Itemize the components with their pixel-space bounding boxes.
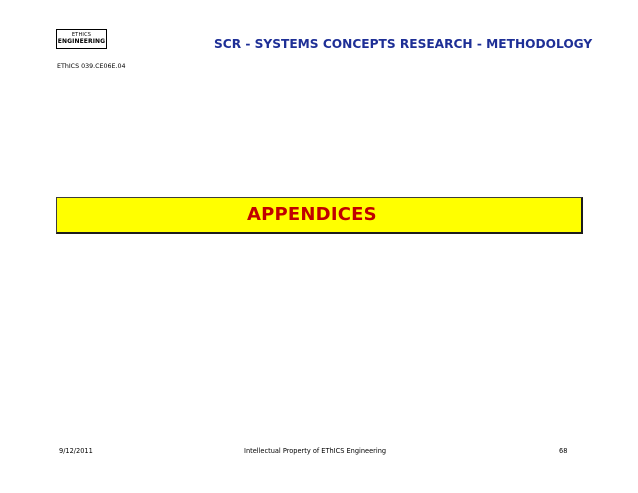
- logo-line-ethics: ETHICS: [71, 32, 92, 38]
- slide-title: SCR - SYSTEMS CONCEPTS RESEARCH - METHODOLOGY: [214, 37, 593, 51]
- document-reference: EThICS 039.CE06E.04: [57, 63, 126, 70]
- appendices-banner: [56, 197, 583, 234]
- logo-line-engineering: ENGINEERING: [57, 38, 106, 45]
- page-number: 68: [559, 447, 568, 455]
- footer-ip-notice: Intellectual Property of EThICS Engineering: [244, 447, 387, 455]
- footer-date: 9/12/2011: [59, 447, 93, 455]
- banner-title: APPENDICES: [247, 204, 377, 225]
- ethics-engineering-logo: [56, 29, 107, 49]
